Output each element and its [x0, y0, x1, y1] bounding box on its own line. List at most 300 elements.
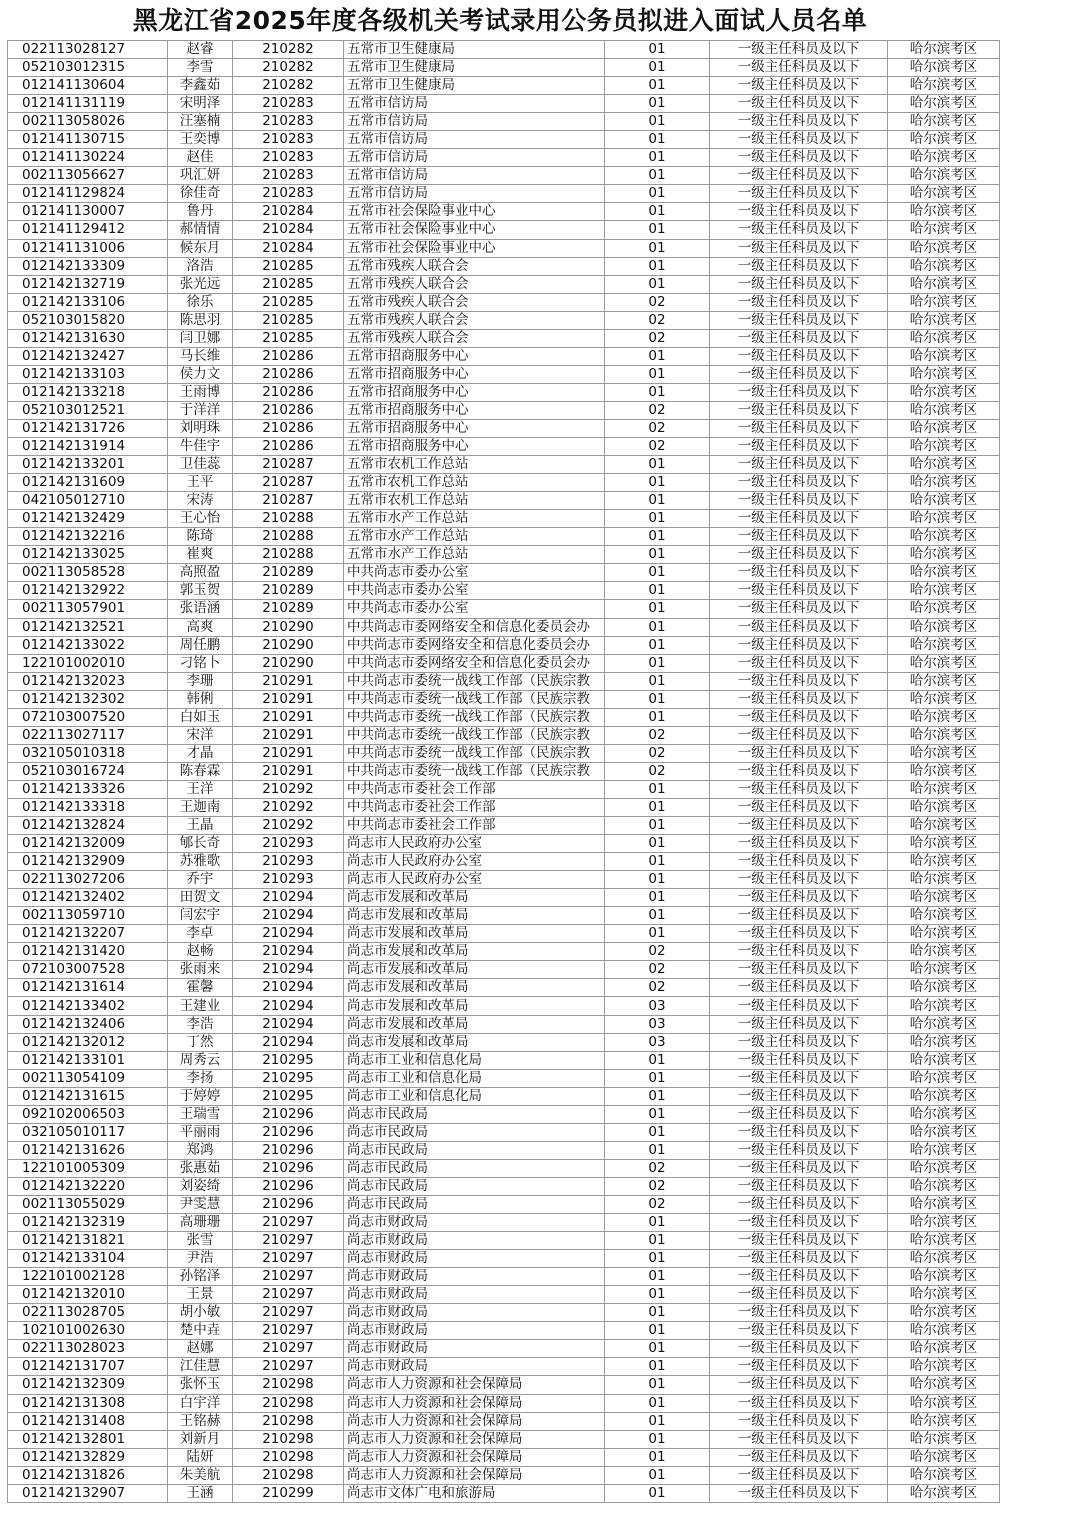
position-level-cell: 一级主任科员及以下 [710, 456, 888, 474]
table-row [8, 961, 1000, 979]
position-code-cell: 02 [605, 726, 710, 744]
table-body [8, 41, 1000, 1503]
position-code-cell: 01 [605, 383, 710, 401]
table-row [8, 979, 1000, 997]
position-level-cell: 一级主任科员及以下 [710, 925, 888, 943]
unit-code-cell: 210288 [233, 528, 344, 546]
position-level-cell: 一级主任科员及以下 [710, 510, 888, 528]
exam-area-cell: 哈尔滨考区 [888, 365, 1000, 383]
table-row [8, 383, 1000, 401]
unit-name-cell: 尚志市民政局 [344, 1196, 605, 1214]
table-row [8, 1214, 1000, 1232]
exam-number-cell: 012142131914 [8, 438, 168, 456]
unit-name-cell: 尚志市财政局 [344, 1286, 605, 1304]
exam-number-cell: 012142131420 [8, 943, 168, 961]
exam-area-cell: 哈尔滨考区 [888, 690, 1000, 708]
position-code-cell: 01 [605, 1232, 710, 1250]
position-level-cell: 一级主任科员及以下 [710, 1105, 888, 1123]
name-cell: 周秀云 [168, 1051, 233, 1069]
table-row [8, 726, 1000, 744]
name-cell: 赵畅 [168, 943, 233, 961]
position-level-cell: 一级主任科员及以下 [710, 1141, 888, 1159]
unit-name-cell: 尚志市文体广电和旅游局 [344, 1484, 605, 1502]
name-cell: 赵佳 [168, 149, 233, 167]
position-level-cell: 一级主任科员及以下 [710, 113, 888, 131]
position-code-cell: 01 [605, 1105, 710, 1123]
unit-name-cell: 五常市信访局 [344, 185, 605, 203]
table-row [8, 1412, 1000, 1430]
position-code-cell: 01 [605, 1214, 710, 1232]
position-level-cell: 一级主任科员及以下 [710, 1430, 888, 1448]
exam-number-cell: 012142133106 [8, 293, 168, 311]
position-level-cell: 一级主任科员及以下 [710, 383, 888, 401]
position-level-cell: 一级主任科员及以下 [710, 275, 888, 293]
exam-number-cell: 012141130715 [8, 131, 168, 149]
position-code-cell: 02 [605, 438, 710, 456]
unit-code-cell: 210299 [233, 1484, 344, 1502]
unit-name-cell: 中共尚志市委统一战线工作部（民族宗教 [344, 690, 605, 708]
unit-code-cell: 210298 [233, 1376, 344, 1394]
exam-number-cell: 012142133309 [8, 257, 168, 275]
unit-code-cell: 210282 [233, 59, 344, 77]
name-cell: 孙铭泽 [168, 1268, 233, 1286]
name-cell: 才晶 [168, 744, 233, 762]
unit-code-cell: 210287 [233, 456, 344, 474]
unit-code-cell: 210290 [233, 636, 344, 654]
exam-area-cell: 哈尔滨考区 [888, 1268, 1000, 1286]
table-row [8, 167, 1000, 185]
exam-area-cell: 哈尔滨考区 [888, 654, 1000, 672]
exam-number-cell: 012142133103 [8, 365, 168, 383]
position-code-cell: 01 [605, 780, 710, 798]
unit-code-cell: 210285 [233, 293, 344, 311]
table-row [8, 672, 1000, 690]
table-row [8, 618, 1000, 636]
position-code-cell: 01 [605, 59, 710, 77]
name-cell: 崔爽 [168, 546, 233, 564]
exam-area-cell: 哈尔滨考区 [888, 1466, 1000, 1484]
table-row [8, 1322, 1000, 1340]
exam-number-cell: 012142131626 [8, 1141, 168, 1159]
exam-number-cell: 002113056627 [8, 167, 168, 185]
name-cell: 郑鸿 [168, 1141, 233, 1159]
exam-number-cell: 012142132309 [8, 1376, 168, 1394]
position-level-cell: 一级主任科员及以下 [710, 1087, 888, 1105]
exam-area-cell: 哈尔滨考区 [888, 925, 1000, 943]
position-code-cell: 03 [605, 1033, 710, 1051]
position-code-cell: 02 [605, 311, 710, 329]
unit-name-cell: 中共尚志市委社会工作部 [344, 780, 605, 798]
position-code-cell: 02 [605, 762, 710, 780]
position-level-cell: 一级主任科员及以下 [710, 817, 888, 835]
position-code-cell: 01 [605, 871, 710, 889]
name-cell: 徐佳奇 [168, 185, 233, 203]
exam-number-cell: 002113054109 [8, 1069, 168, 1087]
position-code-cell: 03 [605, 997, 710, 1015]
position-level-cell: 一级主任科员及以下 [710, 185, 888, 203]
unit-name-cell: 中共尚志市委统一战线工作部（民族宗教 [344, 726, 605, 744]
position-code-cell: 02 [605, 1159, 710, 1177]
table-row [8, 239, 1000, 257]
name-cell: 李卓 [168, 925, 233, 943]
position-code-cell: 02 [605, 943, 710, 961]
unit-name-cell: 尚志市发展和改革局 [344, 889, 605, 907]
name-cell: 宋洋 [168, 726, 233, 744]
unit-name-cell: 尚志市发展和改革局 [344, 925, 605, 943]
exam-area-cell: 哈尔滨考区 [888, 149, 1000, 167]
table-row [8, 329, 1000, 347]
name-cell: 赵娜 [168, 1340, 233, 1358]
name-cell: 赵睿 [168, 41, 233, 59]
unit-name-cell: 尚志市发展和改革局 [344, 907, 605, 925]
exam-number-cell: 052103015820 [8, 311, 168, 329]
unit-code-cell: 210282 [233, 41, 344, 59]
table-row [8, 1268, 1000, 1286]
position-code-cell: 01 [605, 564, 710, 582]
table-row [8, 1159, 1000, 1177]
position-code-cell: 01 [605, 636, 710, 654]
position-code-cell: 01 [605, 528, 710, 546]
exam-area-cell: 哈尔滨考区 [888, 817, 1000, 835]
unit-code-cell: 210291 [233, 672, 344, 690]
unit-name-cell: 五常市水产工作总站 [344, 528, 605, 546]
table-row [8, 1484, 1000, 1502]
exam-area-cell: 哈尔滨考区 [888, 492, 1000, 510]
unit-name-cell: 尚志市财政局 [344, 1232, 605, 1250]
unit-code-cell: 210288 [233, 546, 344, 564]
unit-code-cell: 210294 [233, 889, 344, 907]
name-cell: 李雪 [168, 59, 233, 77]
exam-number-cell: 012142133326 [8, 780, 168, 798]
position-code-cell: 01 [605, 77, 710, 95]
position-level-cell: 一级主任科员及以下 [710, 780, 888, 798]
unit-name-cell: 五常市招商服务中心 [344, 383, 605, 401]
exam-area-cell: 哈尔滨考区 [888, 1358, 1000, 1376]
exam-area-cell: 哈尔滨考区 [888, 798, 1000, 816]
name-cell: 于洋洋 [168, 401, 233, 419]
name-cell: 王平 [168, 474, 233, 492]
name-cell: 刁铭卜 [168, 654, 233, 672]
position-level-cell: 一级主任科员及以下 [710, 77, 888, 95]
table-row [8, 492, 1000, 510]
exam-number-cell: 012141131006 [8, 239, 168, 257]
exam-number-cell: 012142132302 [8, 690, 168, 708]
table-row [8, 1087, 1000, 1105]
position-code-cell: 01 [605, 1484, 710, 1502]
table-row [8, 835, 1000, 853]
exam-area-cell: 哈尔滨考区 [888, 762, 1000, 780]
position-level-cell: 一级主任科员及以下 [710, 1177, 888, 1195]
exam-number-cell: 012142132521 [8, 618, 168, 636]
unit-name-cell: 中共尚志市委统一战线工作部（民族宗教 [344, 672, 605, 690]
table-row [8, 636, 1000, 654]
unit-code-cell: 210289 [233, 564, 344, 582]
position-level-cell: 一级主任科员及以下 [710, 582, 888, 600]
position-level-cell: 一级主任科员及以下 [710, 1069, 888, 1087]
position-level-cell: 一级主任科员及以下 [710, 672, 888, 690]
table-row [8, 401, 1000, 419]
exam-area-cell: 哈尔滨考区 [888, 401, 1000, 419]
name-cell: 高照盈 [168, 564, 233, 582]
position-code-cell: 02 [605, 979, 710, 997]
exam-number-cell: 012142133104 [8, 1250, 168, 1268]
exam-area-cell: 哈尔滨考区 [888, 871, 1000, 889]
unit-code-cell: 210295 [233, 1051, 344, 1069]
unit-code-cell: 210283 [233, 149, 344, 167]
position-code-cell: 01 [605, 113, 710, 131]
unit-name-cell: 五常市残疾人联合会 [344, 311, 605, 329]
exam-area-cell: 哈尔滨考区 [888, 997, 1000, 1015]
table-row [8, 1358, 1000, 1376]
table-row [8, 798, 1000, 816]
table-row [8, 113, 1000, 131]
position-code-cell: 02 [605, 1196, 710, 1214]
unit-code-cell: 210297 [233, 1268, 344, 1286]
unit-name-cell: 五常市水产工作总站 [344, 546, 605, 564]
table-row [8, 347, 1000, 365]
table-row [8, 528, 1000, 546]
unit-name-cell: 尚志市工业和信息化局 [344, 1051, 605, 1069]
exam-number-cell: 012142131630 [8, 329, 168, 347]
exam-area-cell: 哈尔滨考区 [888, 708, 1000, 726]
exam-area-cell: 哈尔滨考区 [888, 293, 1000, 311]
position-level-cell: 一级主任科员及以下 [710, 1412, 888, 1430]
name-cell: 白如玉 [168, 708, 233, 726]
exam-area-cell: 哈尔滨考区 [888, 744, 1000, 762]
unit-name-cell: 中共尚志市委网络安全和信息化委员会办 [344, 636, 605, 654]
exam-number-cell: 052103016724 [8, 762, 168, 780]
position-level-cell: 一级主任科员及以下 [710, 149, 888, 167]
unit-code-cell: 210283 [233, 95, 344, 113]
exam-number-cell: 012142131408 [8, 1412, 168, 1430]
exam-area-cell: 哈尔滨考区 [888, 961, 1000, 979]
position-level-cell: 一级主任科员及以下 [710, 41, 888, 59]
position-code-cell: 03 [605, 1015, 710, 1033]
exam-number-cell: 012142131609 [8, 474, 168, 492]
position-code-cell: 01 [605, 257, 710, 275]
name-cell: 汪塞楠 [168, 113, 233, 131]
exam-area-cell: 哈尔滨考区 [888, 257, 1000, 275]
position-level-cell: 一级主任科员及以下 [710, 1484, 888, 1502]
exam-number-cell: 012141130604 [8, 77, 168, 95]
position-level-cell: 一级主任科员及以下 [710, 889, 888, 907]
unit-code-cell: 210288 [233, 510, 344, 528]
unit-name-cell: 五常市招商服务中心 [344, 438, 605, 456]
exam-area-cell: 哈尔滨考区 [888, 1322, 1000, 1340]
unit-code-cell: 210285 [233, 311, 344, 329]
name-cell: 郝情情 [168, 221, 233, 239]
unit-code-cell: 210291 [233, 744, 344, 762]
unit-name-cell: 五常市招商服务中心 [344, 365, 605, 383]
exam-number-cell: 002113055029 [8, 1196, 168, 1214]
unit-name-cell: 尚志市财政局 [344, 1358, 605, 1376]
position-level-cell: 一级主任科员及以下 [710, 1466, 888, 1484]
exam-number-cell: 002113057901 [8, 600, 168, 618]
position-level-cell: 一级主任科员及以下 [710, 1015, 888, 1033]
table-row [8, 1340, 1000, 1358]
position-level-cell: 一级主任科员及以下 [710, 1376, 888, 1394]
exam-number-cell: 122101002010 [8, 654, 168, 672]
position-level-cell: 一级主任科员及以下 [710, 401, 888, 419]
name-cell: 霍馨 [168, 979, 233, 997]
exam-area-cell: 哈尔滨考区 [888, 185, 1000, 203]
table-row [8, 1177, 1000, 1195]
exam-number-cell: 012142132922 [8, 582, 168, 600]
position-code-cell: 01 [605, 1268, 710, 1286]
exam-number-cell: 022113028127 [8, 41, 168, 59]
exam-number-cell: 012142132719 [8, 275, 168, 293]
unit-code-cell: 210294 [233, 943, 344, 961]
exam-area-cell: 哈尔滨考区 [888, 1340, 1000, 1358]
name-cell: 宋明泽 [168, 95, 233, 113]
exam-area-cell: 哈尔滨考区 [888, 419, 1000, 437]
position-level-cell: 一级主任科员及以下 [710, 239, 888, 257]
exam-area-cell: 哈尔滨考区 [888, 1196, 1000, 1214]
position-code-cell: 01 [605, 239, 710, 257]
unit-name-cell: 尚志市人力资源和社会保障局 [344, 1448, 605, 1466]
unit-name-cell: 尚志市人力资源和社会保障局 [344, 1412, 605, 1430]
position-level-cell: 一级主任科员及以下 [710, 708, 888, 726]
unit-code-cell: 210284 [233, 239, 344, 257]
exam-number-cell: 002113059710 [8, 907, 168, 925]
table-row [8, 582, 1000, 600]
unit-name-cell: 中共尚志市委网络安全和信息化委员会办 [344, 618, 605, 636]
table-row [8, 474, 1000, 492]
position-level-cell: 一级主任科员及以下 [710, 853, 888, 871]
position-level-cell: 一级主任科员及以下 [710, 744, 888, 762]
exam-number-cell: 012142132319 [8, 1214, 168, 1232]
unit-code-cell: 210298 [233, 1394, 344, 1412]
unit-code-cell: 210286 [233, 383, 344, 401]
name-cell: 韩俐 [168, 690, 233, 708]
name-cell: 朱美航 [168, 1466, 233, 1484]
exam-number-cell: 012142132220 [8, 1177, 168, 1195]
unit-name-cell: 中共尚志市委办公室 [344, 582, 605, 600]
exam-number-cell: 012141130007 [8, 203, 168, 221]
unit-code-cell: 210287 [233, 492, 344, 510]
unit-code-cell: 210297 [233, 1304, 344, 1322]
position-code-cell: 01 [605, 131, 710, 149]
unit-name-cell: 五常市招商服务中心 [344, 401, 605, 419]
exam-area-cell: 哈尔滨考区 [888, 510, 1000, 528]
unit-name-cell: 中共尚志市委统一战线工作部（民族宗教 [344, 744, 605, 762]
exam-area-cell: 哈尔滨考区 [888, 1123, 1000, 1141]
name-cell: 平丽雨 [168, 1123, 233, 1141]
exam-number-cell: 012142132429 [8, 510, 168, 528]
position-level-cell: 一级主任科员及以下 [710, 1268, 888, 1286]
position-level-cell: 一级主任科员及以下 [710, 943, 888, 961]
unit-code-cell: 210292 [233, 780, 344, 798]
exam-area-cell: 哈尔滨考区 [888, 383, 1000, 401]
position-code-cell: 01 [605, 1394, 710, 1412]
position-level-cell: 一级主任科员及以下 [710, 798, 888, 816]
position-code-cell: 01 [605, 492, 710, 510]
name-cell: 宋涛 [168, 492, 233, 510]
table-row [8, 600, 1000, 618]
exam-number-cell: 012142132406 [8, 1015, 168, 1033]
exam-number-cell: 012142132801 [8, 1430, 168, 1448]
exam-number-cell: 012142132207 [8, 925, 168, 943]
table-row [8, 943, 1000, 961]
exam-number-cell: 022113027117 [8, 726, 168, 744]
name-cell: 王洋 [168, 780, 233, 798]
unit-code-cell: 210286 [233, 365, 344, 383]
position-code-cell: 01 [605, 654, 710, 672]
position-level-cell: 一级主任科员及以下 [710, 311, 888, 329]
exam-area-cell: 哈尔滨考区 [888, 1015, 1000, 1033]
name-cell: 马长维 [168, 347, 233, 365]
unit-name-cell: 中共尚志市委办公室 [344, 600, 605, 618]
position-code-cell: 01 [605, 1322, 710, 1340]
exam-area-cell: 哈尔滨考区 [888, 113, 1000, 131]
exam-area-cell: 哈尔滨考区 [888, 1069, 1000, 1087]
unit-name-cell: 中共尚志市委社会工作部 [344, 798, 605, 816]
unit-code-cell: 210294 [233, 979, 344, 997]
candidate-table [7, 40, 1000, 1503]
table-row [8, 1069, 1000, 1087]
unit-name-cell: 五常市残疾人联合会 [344, 257, 605, 275]
name-cell: 尹浩 [168, 1250, 233, 1268]
name-cell: 陈思羽 [168, 311, 233, 329]
table-row [8, 203, 1000, 221]
unit-code-cell: 210293 [233, 835, 344, 853]
table-row [8, 907, 1000, 925]
position-level-cell: 一级主任科员及以下 [710, 419, 888, 437]
name-cell: 郇长奇 [168, 835, 233, 853]
position-code-cell: 01 [605, 95, 710, 113]
position-level-cell: 一级主任科员及以下 [710, 762, 888, 780]
position-level-cell: 一级主任科员及以下 [710, 365, 888, 383]
exam-area-cell: 哈尔滨考区 [888, 1087, 1000, 1105]
unit-name-cell: 尚志市人民政府办公室 [344, 871, 605, 889]
unit-name-cell: 中共尚志市委网络安全和信息化委员会办 [344, 654, 605, 672]
name-cell: 张雨来 [168, 961, 233, 979]
name-cell: 张雪 [168, 1232, 233, 1250]
unit-name-cell: 尚志市人力资源和社会保障局 [344, 1430, 605, 1448]
unit-code-cell: 210297 [233, 1340, 344, 1358]
unit-name-cell: 尚志市工业和信息化局 [344, 1069, 605, 1087]
name-cell: 苏雅歌 [168, 853, 233, 871]
position-code-cell: 01 [605, 1430, 710, 1448]
exam-area-cell: 哈尔滨考区 [888, 943, 1000, 961]
position-code-cell: 01 [605, 275, 710, 293]
unit-code-cell: 210294 [233, 997, 344, 1015]
exam-area-cell: 哈尔滨考区 [888, 1141, 1000, 1159]
unit-code-cell: 210286 [233, 419, 344, 437]
unit-code-cell: 210294 [233, 961, 344, 979]
exam-number-cell: 012142132909 [8, 853, 168, 871]
position-code-cell: 02 [605, 329, 710, 347]
exam-area-cell: 哈尔滨考区 [888, 131, 1000, 149]
position-code-cell: 01 [605, 708, 710, 726]
position-code-cell: 01 [605, 1123, 710, 1141]
exam-number-cell: 012141129412 [8, 221, 168, 239]
name-cell: 张惠茹 [168, 1159, 233, 1177]
table-row [8, 510, 1000, 528]
position-level-cell: 一级主任科员及以下 [710, 95, 888, 113]
exam-area-cell: 哈尔滨考区 [888, 1376, 1000, 1394]
position-level-cell: 一级主任科员及以下 [710, 1304, 888, 1322]
position-level-cell: 一级主任科员及以下 [710, 1358, 888, 1376]
position-level-cell: 一级主任科员及以下 [710, 961, 888, 979]
position-level-cell: 一级主任科员及以下 [710, 979, 888, 997]
exam-number-cell: 032105010318 [8, 744, 168, 762]
position-code-cell: 01 [605, 1376, 710, 1394]
unit-code-cell: 210296 [233, 1123, 344, 1141]
position-code-cell: 01 [605, 347, 710, 365]
exam-area-cell: 哈尔滨考区 [888, 564, 1000, 582]
unit-name-cell: 五常市信访局 [344, 167, 605, 185]
